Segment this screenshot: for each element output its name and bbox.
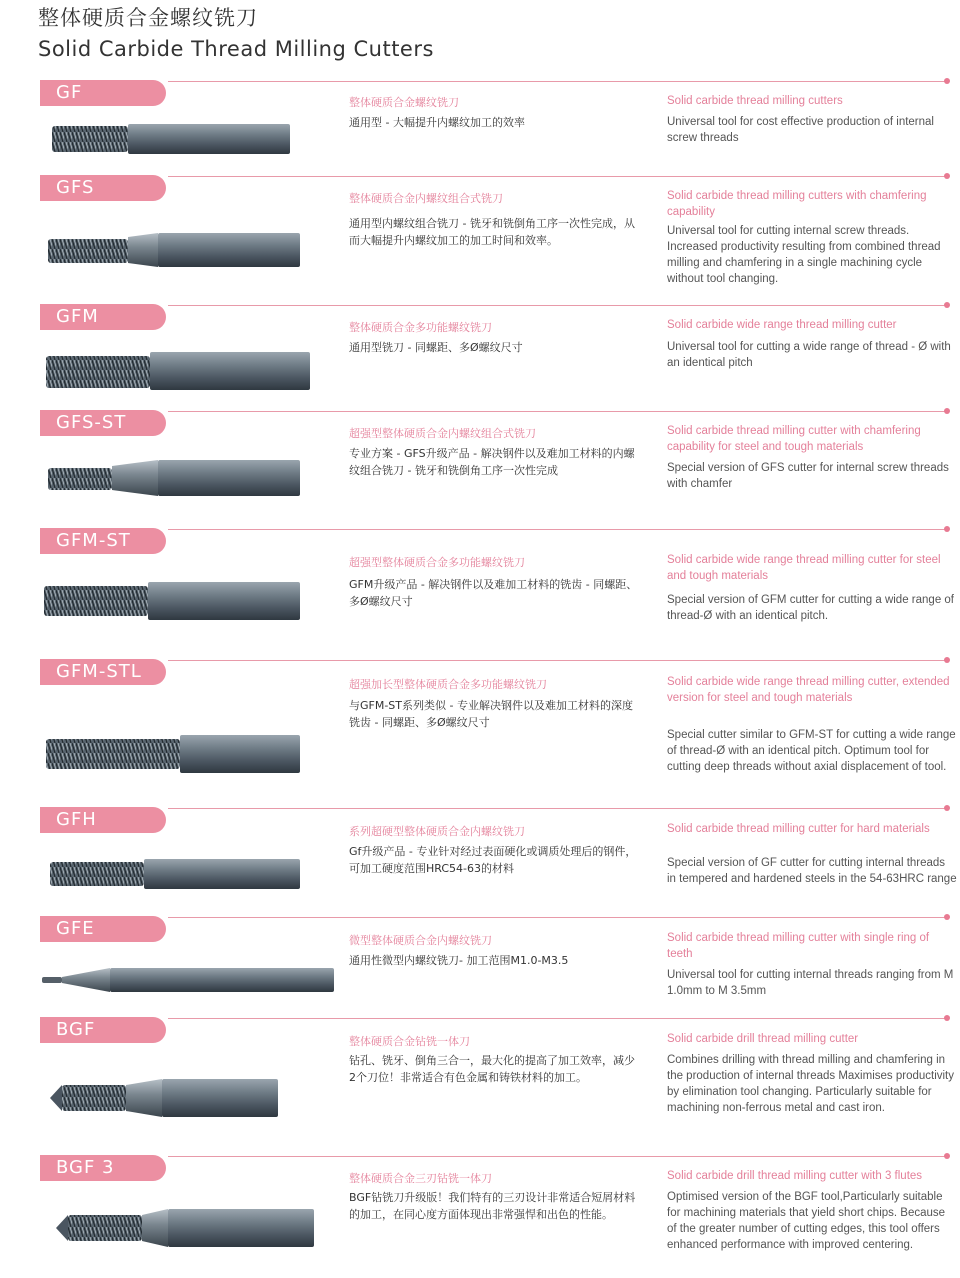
product-desc-cn: GFM升级产品 - 解决钢件以及难加工材料的铣齿 - 同螺距、多Ø螺纹尺寸 xyxy=(349,578,638,608)
thread-chamfer-mill-icon xyxy=(40,458,302,498)
product-code-badge: GF xyxy=(40,80,166,106)
product-title-en: Solid carbide wide range thread milling cutter for steel and tough materials xyxy=(667,554,941,582)
drill-thread-mill-icon xyxy=(40,1207,316,1249)
product-desc-en: Special version of GFS cutter for internal screw threads with chamfer xyxy=(667,462,949,490)
product-desc-cn: 通用型 - 大幅提升内螺纹加工的效率 xyxy=(349,116,525,129)
multi-function-thread-mill-icon xyxy=(40,580,302,622)
product-code-badge: GFS xyxy=(40,175,166,201)
product-title-cn: 系列超硬型整体硬质合金内螺纹铣刀 xyxy=(349,825,525,838)
product-title-cn: 微型整体硬质合金内螺纹铣刀 xyxy=(349,934,492,947)
product-title-en: Solid carbide thread milling cutters with chamfering capability xyxy=(667,190,927,218)
page-title-cn: 整体硬质合金螺纹铣刀 xyxy=(38,6,258,30)
product-desc-en: Combines drilling with thread milling and chamfering in the production of internal threads Maximises productivity by elimination tool changing. Particularly suitable for machining non-ferrous metal and cast iron. xyxy=(667,1054,955,1114)
product-code-badge: GFE xyxy=(40,916,166,942)
product-desc-cn: 专业方案 - GFS升级产品 - 解决钢件以及难加工材料的内螺纹组合铣刀 - 铣牙和铣倒角工序一次性完成 xyxy=(349,447,635,477)
product-title-cn: 超强加长型整体硬质合金多功能螺纹铣刀 xyxy=(349,678,547,691)
product-title-cn: 整体硬质合金内螺纹组合式铣刀 xyxy=(349,192,503,205)
multi-function-thread-mill-icon xyxy=(40,350,312,392)
product-desc-cn: 钻孔、铣牙、倒角三合一，最大化的提高了加工效率，减少2个刀位！非常适合有色金属和铸铁材料的加工。 xyxy=(349,1054,635,1084)
divider-dot xyxy=(944,173,950,179)
section-divider xyxy=(168,808,948,809)
product-code-badge: GFM-STL xyxy=(40,659,166,685)
product-title-cn: 超强型整体硬质合金内螺纹组合式铣刀 xyxy=(349,427,536,440)
divider-dot xyxy=(944,914,950,920)
thread-mill-icon xyxy=(40,122,292,156)
product-desc-en: Universal tool for cutting internal screw threads. Increased productivity resulting from combined thread milling and chamfering in a single machining cycle without tool changing. xyxy=(667,225,941,285)
product-desc-en: Optimised version of the BGF tool,Particularly suitable for machining materials that yield short chips. Because of the greater number of cutting edges, this tool offers enhanced performance with improved centering. xyxy=(667,1191,946,1251)
product-title-en: Solid carbide drill thread milling cutter xyxy=(667,1033,859,1045)
product-title-en: Solid carbide thread milling cutter for hard materials xyxy=(667,823,930,835)
section-divider xyxy=(168,660,948,661)
product-desc-en: Universal tool for cost effective production of internal screw threads xyxy=(667,116,934,144)
product-code-badge: GFM-ST xyxy=(40,528,166,554)
thread-mill-icon xyxy=(40,857,302,891)
section-divider xyxy=(168,529,948,530)
product-desc-cn: 通用型内螺纹组合铣刀 - 铣牙和铣倒角工序一次性完成，从而大幅提升内螺纹加工的加工时间和效率。 xyxy=(349,217,635,247)
product-code-badge: GFH xyxy=(40,807,166,833)
product-desc-cn: 通用型铣刀 - 同螺距、多Ø螺纹尺寸 xyxy=(349,341,523,354)
product-desc-en: Special version of GFM cutter for cutting a wide range of thread-Ø with an identical pitch. xyxy=(667,594,954,622)
divider-dot xyxy=(944,1153,950,1159)
section-divider xyxy=(168,81,948,82)
section-divider xyxy=(168,1018,948,1019)
product-title-cn: 超强型整体硬质合金多功能螺纹铣刀 xyxy=(349,556,525,569)
section-divider xyxy=(168,411,948,412)
product-desc-cn: 与GFM-ST系列类似 - 专业解决钢件以及难加工材料的深度铣齿 - 同螺距、多Ø螺纹尺寸 xyxy=(349,699,633,729)
product-desc-en: Universal tool for cutting internal threads ranging from M 1.0mm to M 3.5mm xyxy=(667,969,954,997)
product-code-badge: GFM xyxy=(40,304,166,330)
product-desc-cn: Gf升级产品 - 专业针对经过表面硬化或调质处理后的钢件，可加工硬度范围HRC54-63的材料 xyxy=(349,845,637,875)
divider-dot xyxy=(944,657,950,663)
divider-dot xyxy=(944,408,950,414)
section-divider xyxy=(168,176,948,177)
product-desc-en: Special version of GF cutter for cutting internal threads in tempered and hardened steels in the 54-63HRC range xyxy=(667,857,957,885)
product-title-en: Solid carbide thread milling cutters xyxy=(667,95,843,107)
divider-dot xyxy=(944,302,950,308)
product-title-en: Solid carbide drill thread milling cutter with 3 flutes xyxy=(667,1170,923,1182)
product-title-en: Solid carbide thread milling cutter with single ring of teeth xyxy=(667,932,930,960)
product-title-cn: 整体硬质合金三刃钻铣一体刀 xyxy=(349,1172,492,1185)
product-title-cn: 整体硬质合金多功能螺纹铣刀 xyxy=(349,321,492,334)
product-title-en: Solid carbide wide range thread milling cutter, extended version for steel and tough materials xyxy=(667,676,950,704)
product-title-en: Solid carbide thread milling cutter with chamfering capability for steel and tough materials xyxy=(667,425,921,453)
product-title-cn: 整体硬质合金螺纹铣刀 xyxy=(349,96,459,109)
micro-thread-mill-icon xyxy=(40,964,336,996)
product-desc-en: Special cutter similar to GFM-ST for cutting a wide range of thread-Ø with an identical pitch. Optimum tool for cutting deep threads without axial displacement of tool. xyxy=(667,729,956,773)
product-desc-cn: BGF钻铣刀升级版！我们特有的三刃设计非常适合短屑材料的加工，在同心度方面体现出非常强悍和出色的性能。 xyxy=(349,1191,636,1221)
product-desc-en: Universal tool for cutting a wide range of thread - Ø with an identical pitch xyxy=(667,341,951,369)
product-code-badge: BGF 3 xyxy=(40,1155,166,1181)
divider-dot xyxy=(944,805,950,811)
section-divider xyxy=(168,1156,948,1157)
page-title-en: Solid Carbide Thread Milling Cutters xyxy=(38,37,434,61)
section-divider xyxy=(168,305,948,306)
drill-thread-mill-icon xyxy=(40,1077,280,1119)
section-divider xyxy=(168,917,948,918)
product-code-badge: BGF xyxy=(40,1017,166,1043)
product-desc-cn: 通用性微型内螺纹铣刀- 加工范围M1.0-M3.5 xyxy=(349,954,569,967)
product-title-en: Solid carbide wide range thread milling cutter xyxy=(667,319,897,331)
product-title-cn: 整体硬质合金钻铣一体刀 xyxy=(349,1035,470,1048)
divider-dot xyxy=(944,78,950,84)
divider-dot xyxy=(944,526,950,532)
thread-chamfer-mill-icon xyxy=(40,229,302,271)
long-thread-mill-icon xyxy=(40,733,302,775)
divider-dot xyxy=(944,1015,950,1021)
product-code-badge: GFS-ST xyxy=(40,410,166,436)
